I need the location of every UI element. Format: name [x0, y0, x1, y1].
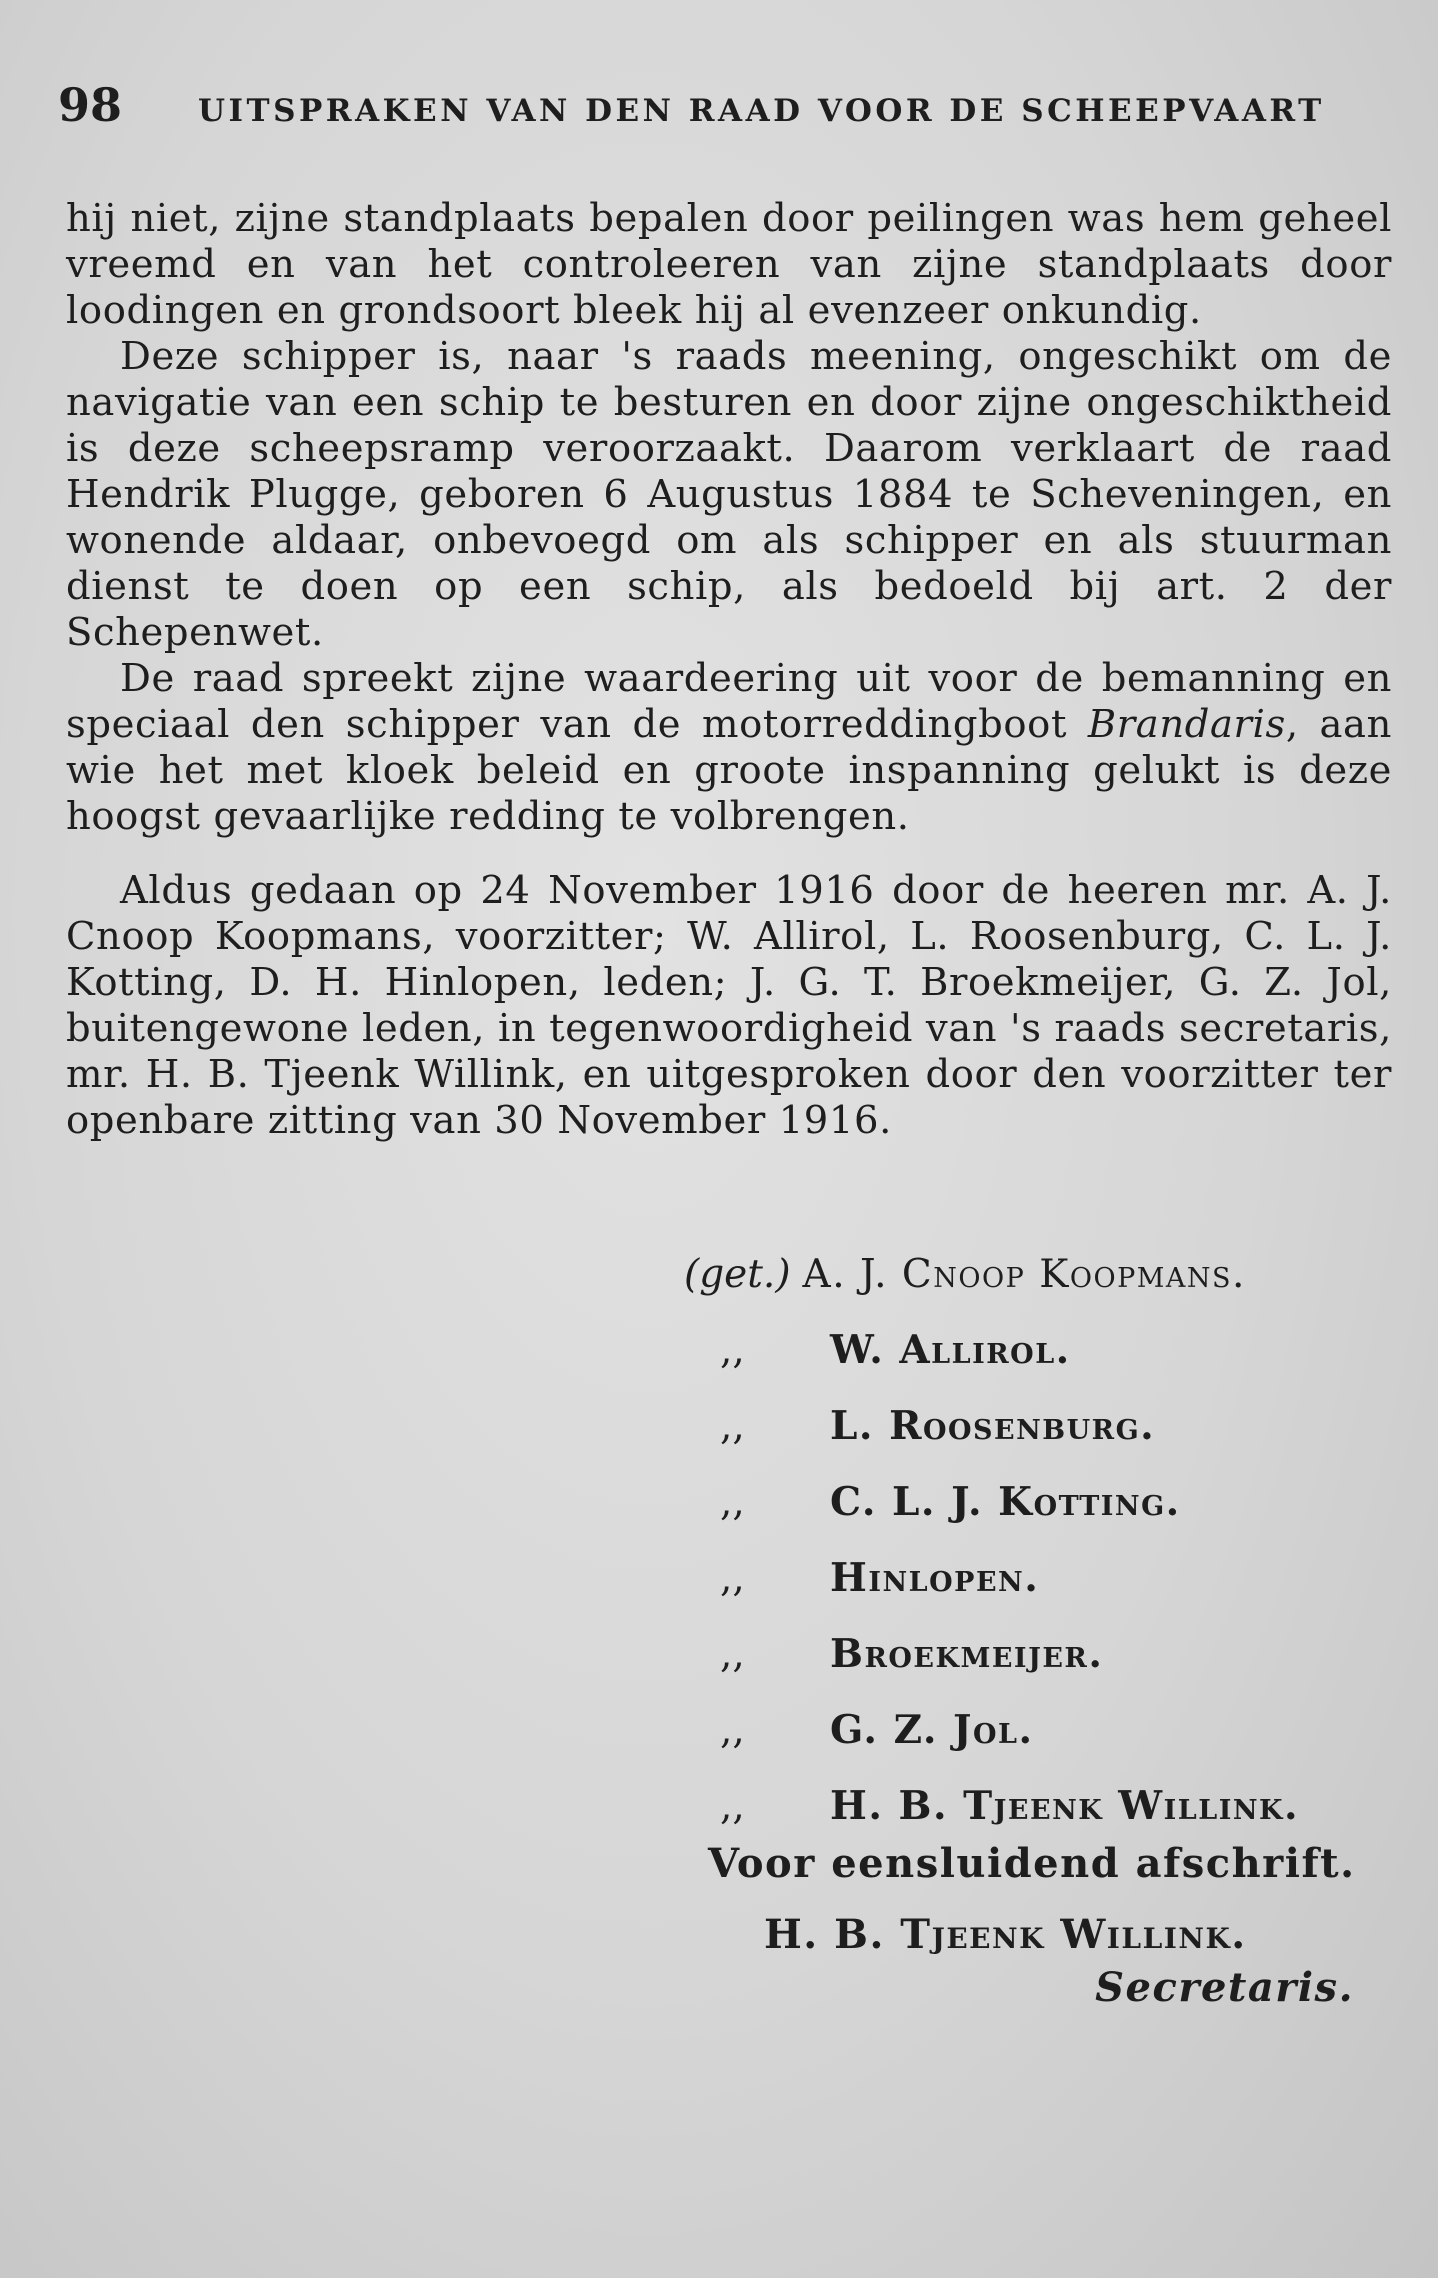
appreciation-text-start: De raad spreekt zijne waardeering uit voor de bemanning en speciaal den schipper van de motorreddingboot	[66, 656, 1392, 747]
ditto-mark: ,,	[720, 1327, 745, 1373]
signed-prefix: (get.)	[684, 1251, 791, 1297]
signatory-name: H. B. Tjeenk Willink.	[830, 1783, 1300, 1829]
signature-line	[660, 1768, 1380, 1844]
signature-line	[660, 1616, 1380, 1692]
ditto-mark: ,,	[720, 1707, 745, 1753]
body-text	[66, 196, 1392, 1144]
certification-block	[708, 1840, 1388, 2011]
signature-line	[660, 1692, 1380, 1768]
signature-line	[660, 1312, 1380, 1388]
paragraph-appreciation	[66, 656, 1392, 840]
signatory-name: Broekmeijer.	[830, 1631, 1104, 1677]
certification-statement: Voor eensluidend afschrift.	[708, 1840, 1356, 1887]
running-title: UITSPRAKEN VAN DEN RAAD VOOR DE SCHEEPVAART	[198, 93, 1325, 129]
ditto-mark: ,,	[720, 1631, 745, 1677]
paragraph-verdict: Deze schipper is, naar 's raads meening, ongeschikt om de navigatie van een schip te besturen en door zijne ongeschiktheid is deze scheepsramp veroorzaakt. Daarom verklaart de raad Hendrik Plugge, geboren 6 Augustus 1884 te Scheveningen, en wonende aldaar, onbevoegd om als schipper en als stuurman dienst te doen op een schip, als bedoeld bij art. 2 der Schepenwet.	[66, 334, 1392, 655]
signature-line	[660, 1540, 1380, 1616]
signature-line	[660, 1464, 1380, 1540]
signatory-name: A. J. Cnoop Koopmans.	[802, 1251, 1246, 1297]
signature-block	[660, 1236, 1380, 1844]
signatory-name: Hinlopen.	[830, 1555, 1040, 1601]
ditto-mark: ,,	[720, 1479, 745, 1525]
signatory-name: L. Roosenburg.	[830, 1403, 1156, 1449]
signatory-name: C. L. J. Kotting.	[830, 1479, 1181, 1525]
signature-line	[660, 1388, 1380, 1464]
ditto-mark: ,,	[720, 1783, 745, 1829]
appreciation-text-end: , aan wie het met kloek beleid en groote inspanning gelukt is deze hoogst gevaarlijke redding te volbrengen.	[66, 702, 1392, 839]
paragraph-enactment: Aldus gedaan op 24 November 1916 door de heeren mr. A. J. Cnoop Koopmans, voorzitter; W. Allirol, L. Roosenburg, C. L. J. Kotting, D. H. Hinlopen, leden; J. G. T. Broekmeijer, G. Z. Jol, buitengewone leden, in tegenwoordigheid van 's raads secretaris, mr. H. B. Tjeenk Willink, en uitgesproken door den voorzitter ter openbare zitting van 30 November 1916.	[66, 868, 1393, 1143]
page-header	[58, 78, 1388, 132]
ditto-mark: ,,	[720, 1403, 745, 1449]
signatory-name: G. Z. Jol.	[830, 1707, 1034, 1753]
boat-name: Brandaris	[1087, 702, 1286, 747]
paragraph-continuation: hij niet, zijne standplaats bepalen door peilingen was hem geheel vreemd en van het controleeren van zijne standplaats door loodingen en grondsoort bleek hij al evenzeer onkundig.	[66, 196, 1392, 333]
page-number: 98	[58, 78, 123, 132]
secretary-title: Secretaris.	[1095, 1964, 1354, 2011]
ditto-mark: ,,	[720, 1555, 745, 1601]
signatory-name: W. Allirol.	[830, 1327, 1071, 1373]
signature-line	[660, 1236, 1380, 1312]
secretary-name: H. B. Tjeenk Willink.	[764, 1911, 1247, 1958]
